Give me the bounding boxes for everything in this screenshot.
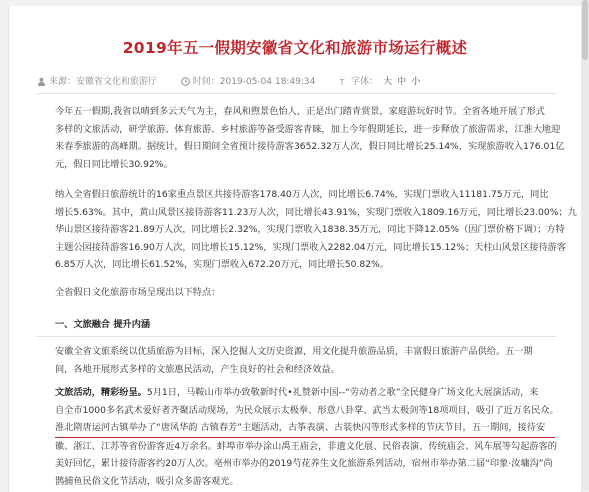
- scrollbar-thumb[interactable]: [582, 0, 588, 60]
- meta-divider: [37, 93, 557, 94]
- scrollbar[interactable]: [581, 0, 589, 491]
- font-medium-button[interactable]: 中: [397, 77, 407, 87]
- section-heading: 一、文旅融合 提升内涵: [55, 319, 151, 330]
- source-value[interactable]: 安徽省文化和旅游厅: [76, 77, 158, 87]
- source-label: 来源：: [49, 77, 77, 87]
- user-icon: [37, 77, 46, 89]
- article-title: 2019年五一假期安徽省文化和旅游市场运行概述: [122, 39, 468, 57]
- font-small-button[interactable]: 小: [411, 77, 421, 87]
- paragraph-activities: 文旅活动，精彩纷呈。5月1日，马鞍山市举办致敬新时代•礼赞新中国--“劳动者之歌”全民健身广场文化大展演活动，来 自全市1000多名武术爱好者齐聚活动现场，为民众展示太极拳、形意八卦掌、武当太极剑等18项项目，吸引了近万名民众。 淮北隋唐运河古镇举办了“唐风华韵 古镇春芳”主题活动，古筝表演、古装快闪等形式多样的节庆节目，五一期间，接待安 徽、浙江、江苏等省份游客近4万余名。蚌埠市举办涂山禹王庙会，非遗文化展、民俗表演、传统庙会、风车展等勾起游客的 美好回忆，累计接待游客约20万人次。亳州市举办的2019芍花养生文化旅游系列活动，宿州市举办第二届“印象·汝墉沟”尚 鹊捕鱼民俗文化节活动，吸引众多游客观光。: [55, 387, 559, 487]
- time-label: 时间：: [192, 77, 220, 87]
- font-label: 字体：: [351, 77, 379, 87]
- paragraph-scenic-spots: 纳入全省假日旅游统计的16家重点景区共接待游客178.40万人次，同比增长6.74%，实现门票收入11181.75万元，同比 增长5.63%。其中，黄山风景区接待游客11.23万人次，同比增长43.91%，实现门票收入1809.16万元，同比增长23.00%；九 华山景区接待游客21.89万人次，同比增长2.32%，实现门票收入1838.35万元，同比下降12.05%（因门票价格下调）；方特 主题公园接待游客16.90万人次，同比增长15.12%，实现门票收入2282.04万元，同比增长15.12%；天柱山风景区接待游客 6.85万人次，同比增长61.52%，实现门票收入672.20万元，同比增长50.82%。: [55, 189, 577, 270]
- highlighted-line: 淮北隋唐运河古镇举办了“唐风华韵 古镇春芳”主题活动，古筝表演、古装快闪等形式多样的节庆节目，五一期间，接待安: [55, 419, 555, 438]
- font-size-icon: [339, 77, 348, 89]
- paragraph-intro: 今年五一假期,我省以晴到多云天气为主，春风和煦景色怡人，正是出门踏青赏景，家庭游玩好时节。全省各地开展了形式 多样的文旅活动，研学旅游、体育旅游、乡村旅游等备受游客青睐，加上今年假期延长，进一步释放了旅游需求，江淮大地迎 来春季旅游的高峰期。据统计，假日期间全省预计接待游客3652.32万人次，假日同比增长25.14%，实现旅游收入176.01亿 元，假日同比增长30.92%。: [55, 106, 565, 170]
- article-page: [8, 6, 582, 492]
- paragraph-culture-tourism: 安徽全省文旅系统以优质旅游为目标，深入挖掘人文历史资源，用文化提升旅游品质，丰富假日旅游产品供给。五一期 间，各地开展形式多样的文旅惠民活动，产生良好的社会和经济效益。: [55, 346, 533, 375]
- font-large-button[interactable]: 大: [383, 77, 393, 87]
- publish-time: 2019-05-04 18:49:34: [219, 77, 316, 87]
- article-meta: [37, 74, 557, 89]
- clock-icon: [181, 77, 190, 89]
- section-divider: [37, 336, 557, 337]
- paragraph-features-intro: 全省假日文化旅游市场呈现出以下特点：: [55, 287, 221, 298]
- paragraph-lead: 文旅活动，精彩纷呈。: [55, 387, 147, 398]
- svg-text:T: T: [339, 77, 345, 86]
